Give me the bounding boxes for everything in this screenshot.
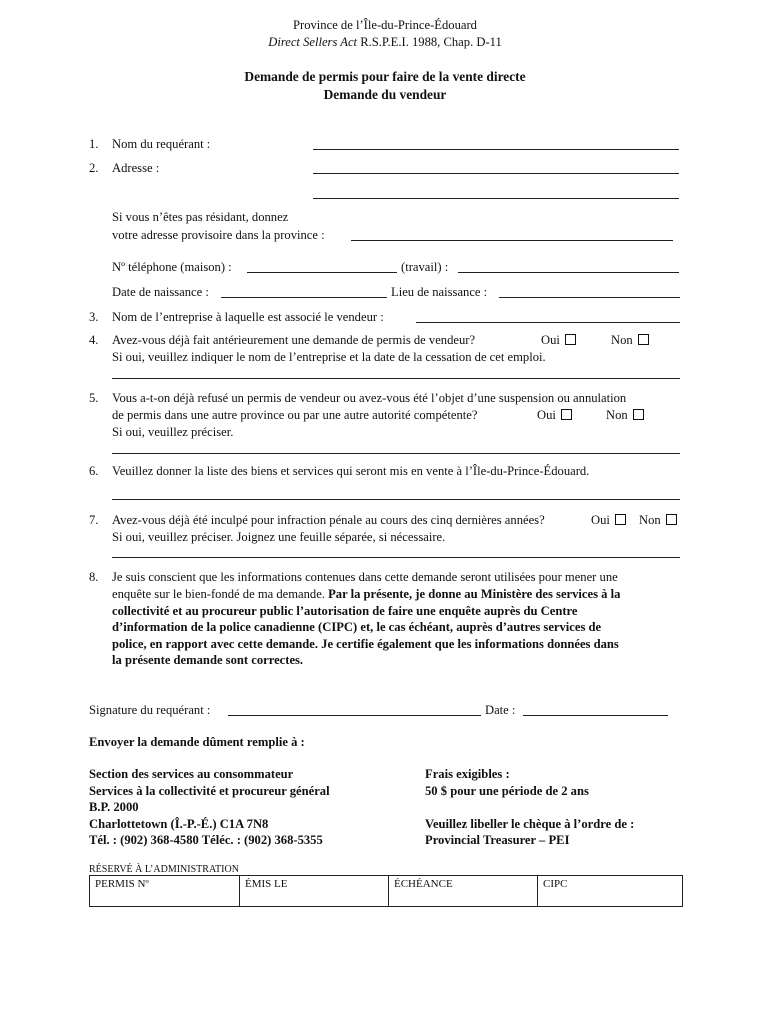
q5-answer-field[interactable] [112,453,680,454]
q5-text-2: de permis dans une autre province ou par une autre autorité compétente? [112,408,478,422]
applicant-name-field[interactable] [313,149,679,150]
address-field-2[interactable] [313,198,679,199]
birth-place-field[interactable] [499,297,680,298]
q8-line-5: police, en rapport avec cette demande. Je certifie également que les informations données dans [112,637,619,651]
nonresident-text-2: votre adresse provisoire dans la province : [112,228,325,242]
date-field[interactable] [523,715,668,716]
admin-cell-cipc: CIPC [538,876,683,907]
q7-answer-field[interactable] [112,557,680,558]
phone-work-label: (travail) : [401,260,449,274]
q7-yes-option[interactable] [591,513,626,528]
q7-yes-label: Oui [591,513,610,527]
q4-subtext: Si oui, veuillez indiquer le nom de l’entreprise et la date de la cessation de cet emploi. [112,350,546,364]
q4-answer-field[interactable] [112,378,680,379]
q8-line-4: d’information de la police canadienne (CIPC) et, le cas échéant, auprès d’autres services de [112,620,602,634]
q8-line-3: collectivité et au procureur public l’autorisation de faire une enquête auprès du Centre [112,604,578,618]
q3-label: Nom de l’entreprise à laquelle est associé le vendeur : [112,310,384,324]
birth-date-label: Date de naissance : [112,285,209,299]
form-title: Demande de permis pour faire de la vente directe [244,69,526,84]
admin-cell-expiry: ÉCHÉANCE [389,876,538,907]
company-name-field[interactable] [416,322,680,323]
phone-home-field[interactable] [247,272,397,273]
q3-number: 3. [89,310,99,324]
act-reference [0,35,770,50]
nonresident-text-1: Si vous n’êtes pas résidant, donnez [112,210,289,224]
q5-text-1: Vous a-t-on déjà refusé un permis de vendeur ou avez-vous été l’objet d’une suspension ou annulation [112,391,627,405]
address-line-3: B.P. 2000 [89,800,139,814]
q4-text: Avez-vous déjà fait antérieurement une demande de permis de vendeur? [112,333,476,347]
q4-yes-label: Oui [541,333,560,347]
birth-date-field[interactable] [221,297,387,298]
birth-place-label: Lieu de naissance : [391,285,488,299]
q1-number: 1. [89,137,99,151]
q5-no-label: Non [606,408,628,422]
q8-line-2-plain: enquête sur le bien-fondé de ma demande. [112,587,329,601]
q4-number: 4. [89,333,99,347]
phone-work-field[interactable] [458,272,679,273]
province-heading: Province de l’Île-du-Prince-Édouard [293,18,477,32]
q6-answer-field[interactable] [112,499,680,500]
admin-heading: RÉSERVÉ À L’ADMINISTRATION [89,864,239,875]
q6-text: Veuillez donner la liste des biens et services qui seront mis en vente à l’Île-du-Prince-Édouard. [112,464,590,478]
q1-label: Nom du requérant : [112,137,211,151]
q7-yes-checkbox[interactable] [615,514,626,525]
q7-no-label: Non [639,513,661,527]
q8-line-1: Je suis conscient que les informations contenues dans cette demande seront utilisées pour mener une [112,570,618,584]
admin-cell-issued: ÉMIS LE [240,876,389,907]
cheque-payee: Provincial Treasurer – PEI [425,833,570,847]
q5-yes-checkbox[interactable] [561,409,572,420]
address-line-2: Services à la collectivité et procureur général [89,784,330,798]
q4-yes-checkbox[interactable] [565,334,576,345]
q5-subtext: Si oui, veuillez préciser. [112,425,234,439]
q7-subtext: Si oui, veuillez préciser. Joignez une feuille séparée, si nécessaire. [112,530,446,544]
address-line-5: Tél. : (902) 368-4580 Téléc. : (902) 368-5355 [89,833,323,847]
temporary-address-field[interactable] [351,240,673,241]
q5-yes-option[interactable] [537,408,572,423]
cheque-instruction: Veuillez libeller le chèque à l’ordre de : [425,817,635,831]
q5-yes-label: Oui [537,408,556,422]
q2-number: 2. [89,161,99,175]
act-citation: R.S.P.E.I. 1988, Chap. D-11 [357,35,502,49]
q7-number: 7. [89,513,99,527]
address-field-1[interactable] [313,173,679,174]
act-name: Direct Sellers Act [268,35,358,49]
q4-no-option[interactable] [611,333,649,348]
admin-row [90,876,683,907]
send-heading: Envoyer la demande dûment remplie à : [89,735,305,749]
q5-no-checkbox[interactable] [633,409,644,420]
q8-number: 8. [89,570,99,584]
admin-cell-permit: PERMIS Nº [90,876,240,907]
fees-heading: Frais exigibles : [425,767,510,781]
address-line-4: Charlottetown (Î.-P.-É.) C1A 7N8 [89,817,269,831]
address-line-1: Section des services au consommateur [89,767,294,781]
q7-text: Avez-vous déjà été inculpé pour infraction pénale au cours des cinq dernières années? [112,513,545,527]
form-subtitle: Demande du vendeur [323,87,447,102]
q2-label: Adresse : [112,161,160,175]
q5-number: 5. [89,391,99,405]
date-label: Date : [485,703,516,717]
q8-line-2-bold: Par la présente, je donne au Ministère des services à la [328,587,621,601]
q7-no-option[interactable] [639,513,677,528]
signature-label: Signature du requérant : [89,703,211,717]
q4-no-checkbox[interactable] [638,334,649,345]
q7-no-checkbox[interactable] [666,514,677,525]
q6-number: 6. [89,464,99,478]
signature-field[interactable] [228,715,481,716]
q8-line-2 [112,587,620,602]
admin-table [89,875,683,907]
q4-yes-option[interactable] [541,333,576,348]
q5-no-option[interactable] [606,408,644,423]
q8-line-6: la présente demande sont correctes. [112,653,304,667]
q4-no-label: Non [611,333,633,347]
phone-home-label: Nº téléphone (maison) : [112,260,232,274]
fees-amount: 50 $ pour une période de 2 ans [425,784,589,798]
